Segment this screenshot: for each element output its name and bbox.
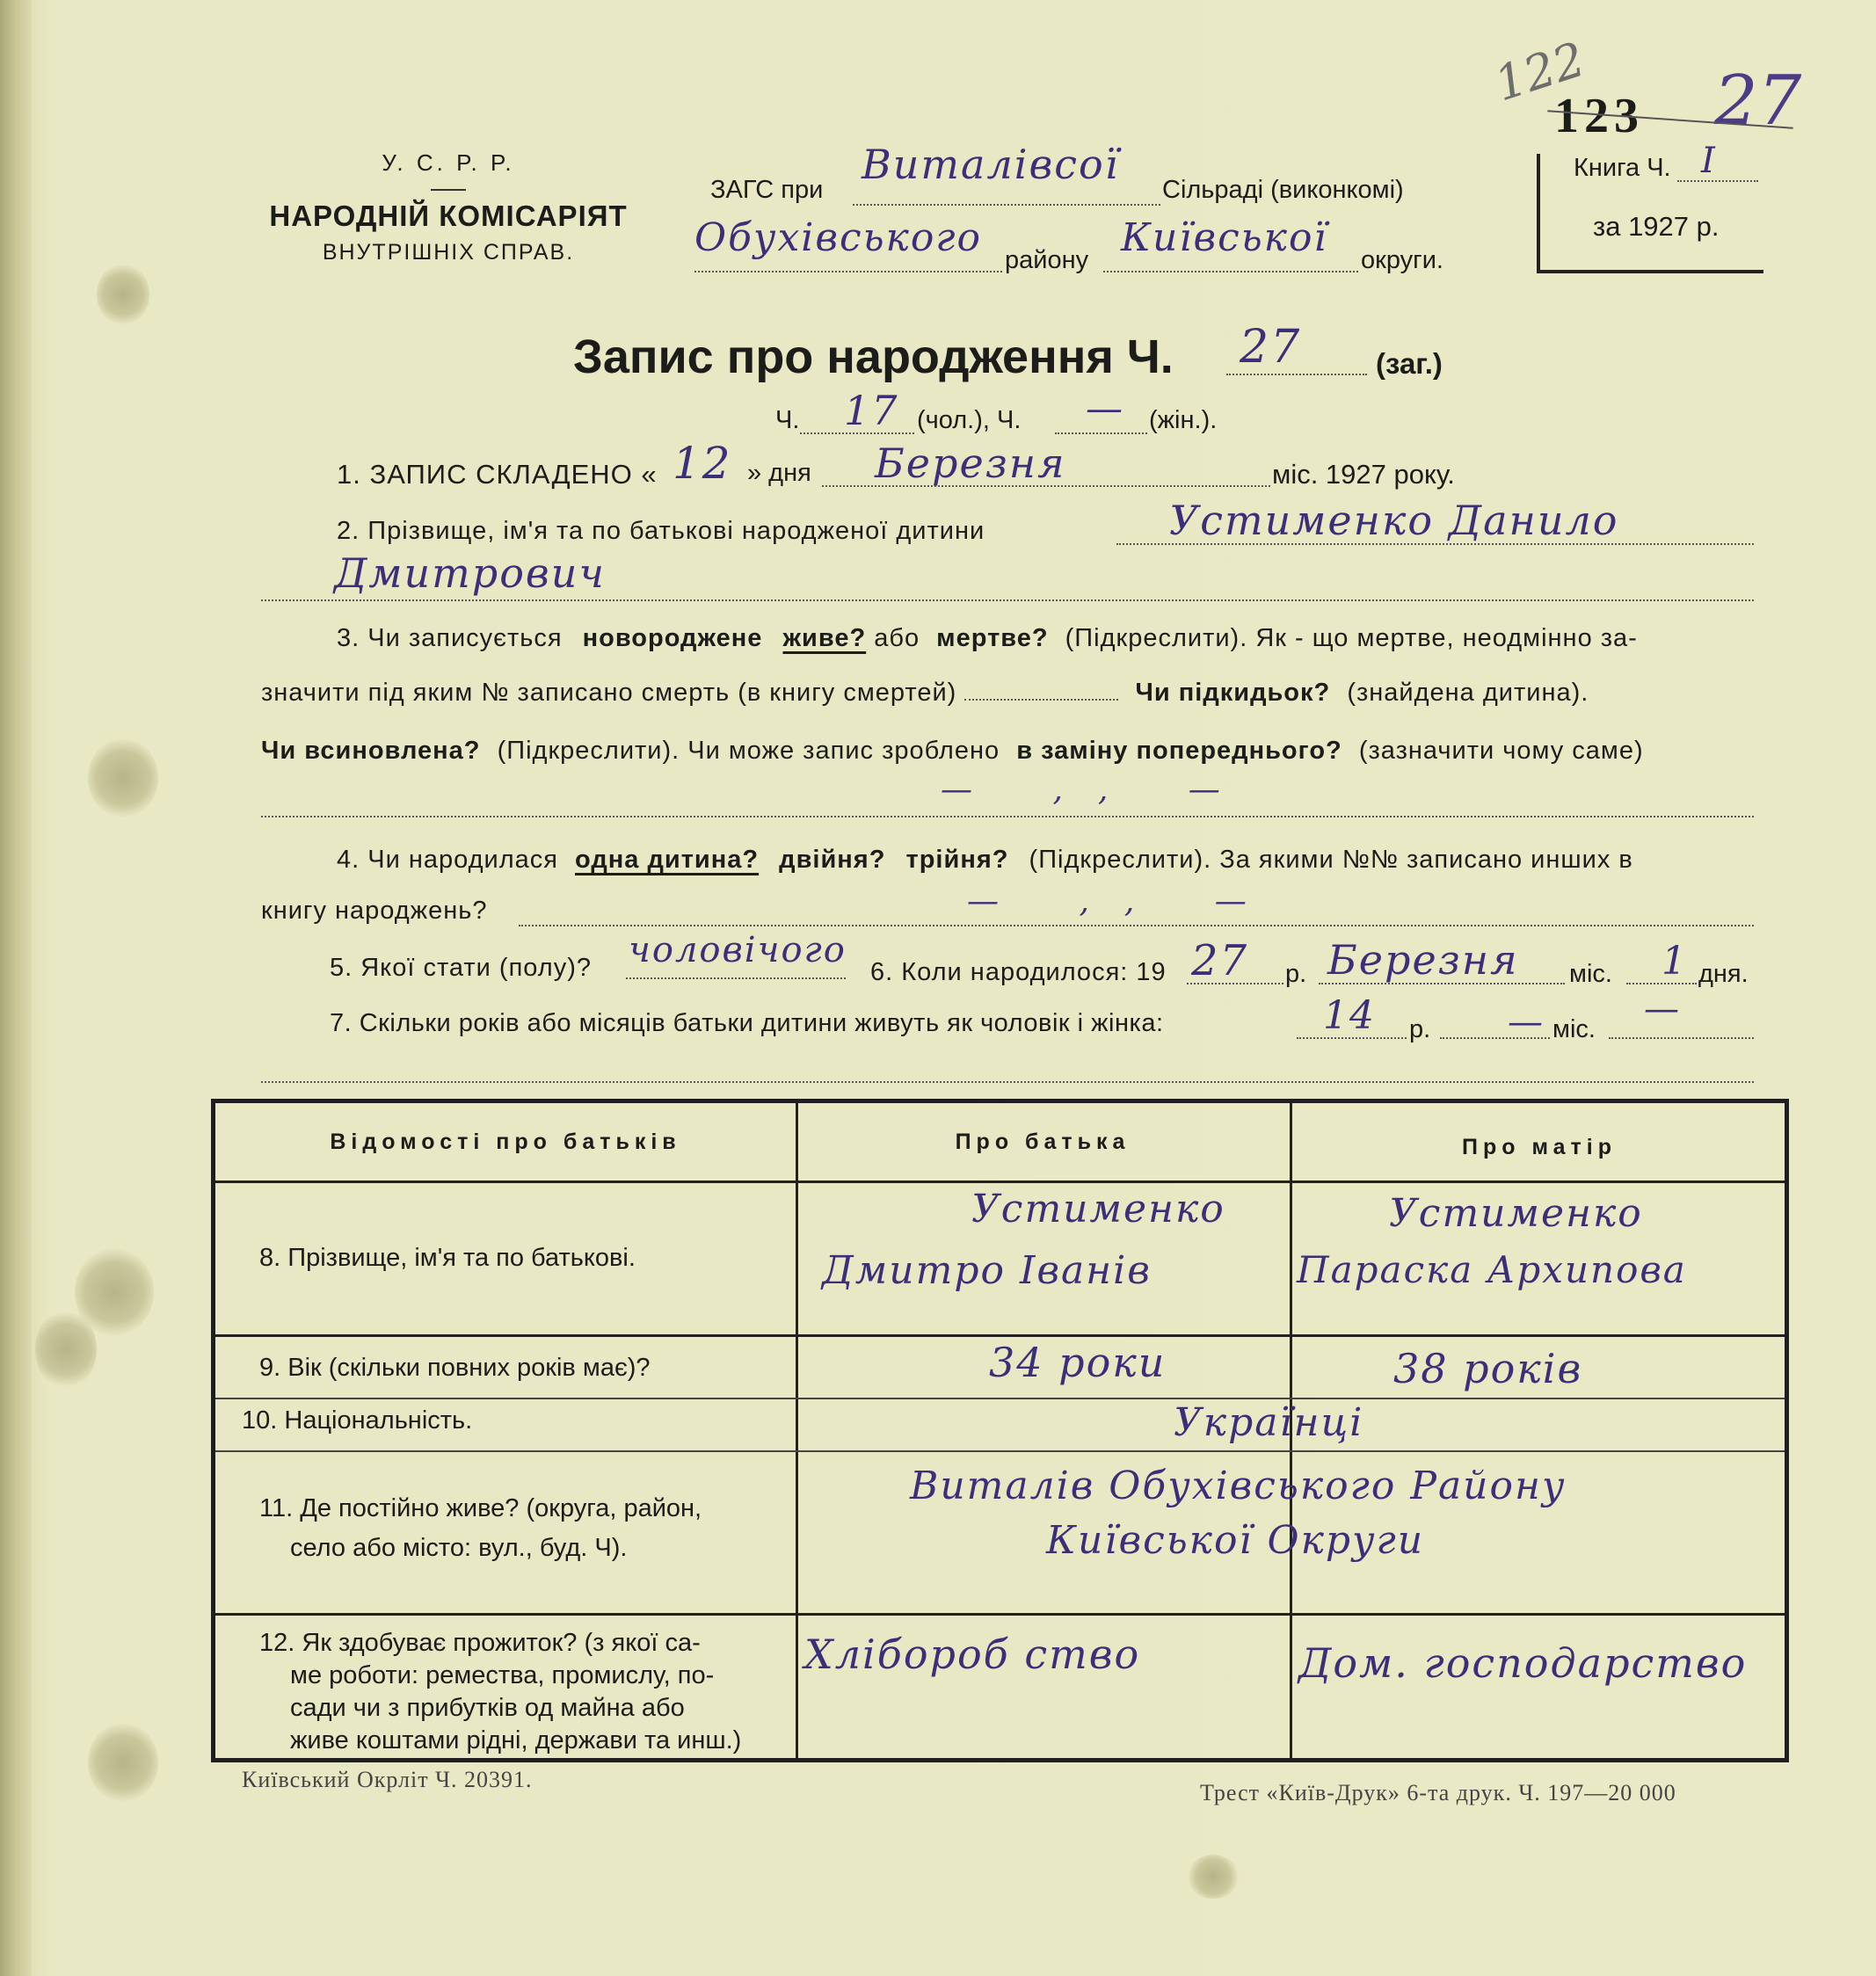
item3-replacement: в заміну попереднього? [1016,737,1342,765]
item3-b-rest: (знайдена дитина). [1347,679,1589,707]
row9-label: 9. Вік (скільки повних років має)? [259,1354,651,1382]
item4-dotline [519,925,1754,926]
male-label: (чол.), Ч. [917,406,1022,434]
divider [431,189,466,191]
record-title: Запис про народження Ч. [573,331,1174,383]
row-divider [215,1334,1785,1337]
item3-foundling: Чи підкидьок? [1135,679,1331,707]
pencil-note-left: 122 [1487,31,1592,113]
item7-end-dotline [1609,1037,1754,1039]
footer-left: Київський Окрліт Ч. 20391. [242,1767,533,1792]
zags-suffix: Сільраді (виконкомі) [1162,176,1404,204]
item6-dnia: дня. [1698,960,1749,988]
item6-day: 1 [1661,939,1688,984]
item2-value-a: Устименко Данило [1169,497,1619,544]
punch-hole-stain [1187,1855,1240,1899]
ministry-sub-label: ВНУТРІШНІХ СПРАВ. [322,240,575,265]
item3-adopted: Чи всиновлена? [261,737,481,765]
row8-mother-b: Параска Архипова [1297,1248,1687,1291]
female-value: — [1086,387,1124,430]
page-number: 123 [1554,89,1644,143]
district-dotline [694,271,1002,272]
item6-month-dotline [1319,983,1565,984]
row12-label-b: ме роботи: ремества, промислу, по- [290,1661,715,1689]
footer-right: Трест «Київ-Друк» 6-та друк. Ч. 197—20 000 [1200,1780,1676,1805]
item3-newborn: новороджене [582,624,763,652]
zags-dotline [853,204,1160,206]
okruga-label: округи. [1361,246,1443,274]
item1-dotline [822,485,1270,487]
item7-end: — [1644,989,1681,1029]
issuer-block [264,149,633,265]
republic-label: У. С. Р. Р. [382,149,515,176]
book-label: Книга Ч. [1574,154,1671,182]
punch-hole-stain [88,738,158,817]
male-prefix: Ч. [775,406,800,434]
item5-value: чоловічого [629,930,847,970]
item1-day: 12 [673,438,732,489]
male-value: 17 [844,387,899,434]
record-suffix: (заг.) [1376,347,1443,380]
item7-years: 14 [1323,993,1376,1038]
row8-mother-a: Устименко [1389,1191,1643,1236]
punch-hole-stain [97,264,149,325]
item3-d-value: — ,, — [941,772,1255,808]
punch-hole-stain [88,1723,158,1802]
item1-suffix: міс. 1927 року. [1272,459,1455,490]
zags-prefix: ЗАГС при [710,176,824,204]
row11-label-a: 11. Де постійно живе? (округа, район, [259,1494,702,1522]
row-divider [215,1398,1785,1399]
district-value: Обухівського [694,215,983,260]
item6-day-dotline [1626,983,1697,984]
item7-years-dotline [1297,1037,1407,1039]
header-mother: Про матір [1462,1135,1617,1159]
okruga-dotline [1103,271,1358,272]
item6-label: 6. Коли народилося: 19 [870,958,1167,986]
item3-live: живе? [782,624,867,652]
row11-label-b: село або місто: вул., буд. Ч). [290,1534,628,1562]
item2-dotline-b [261,599,1754,601]
item3-rest: (Підкреслити). Як - що мертве, неодмінно за- [1065,624,1638,652]
female-label: (жін.). [1149,406,1218,434]
item6-month: Березня [1327,936,1519,984]
item7-bottom-dotline [261,1081,1754,1083]
item5-label: 5. Якої стати (полу)? [330,954,592,982]
item3-line-c [261,737,1644,766]
district-label: району [1005,246,1089,274]
item6-year: 27 [1191,936,1249,985]
punch-hole-stain [35,1310,97,1389]
zags-value: Виталівсої [862,141,1120,188]
record-number-dotline [1226,374,1367,375]
binding-edge [0,0,32,1976]
item3-b-pre: значити під яким № записано смерть (в книгу смертей) [261,679,957,707]
item3-b-dots [964,699,1118,701]
item6-r: р. [1285,960,1307,988]
book-year: за 1927 р. [1593,211,1720,242]
row11-both-a: Виталів Обухівського Району [910,1464,1567,1508]
item3-pre: 3. Чи записується [337,624,563,652]
item4-b-value: — ,, — [967,883,1282,919]
pencil-note-right: 27 [1714,62,1802,141]
okruga-value: Київської [1121,215,1328,260]
row9-mother: 38 років [1393,1345,1583,1392]
row-divider [215,1181,1785,1183]
item1-month: Березня [875,440,1066,487]
row8-label: 8. Прізвище, ім'я та по батькові. [259,1244,636,1272]
row9-father: 34 роки [989,1339,1167,1386]
parents-table [211,1099,1789,1762]
item3-dotline [261,816,1754,817]
row-divider [215,1450,1785,1452]
item4-pre: 4. Чи народилася [337,846,558,874]
item3-line-a [337,624,1638,653]
header-info: Відомості про батьків [330,1130,681,1154]
header-father: Про батька [955,1130,1131,1154]
item7-mis: міс. [1552,1015,1596,1043]
item7-months-dash: — [1508,1002,1545,1042]
item7-months-dotline [1440,1037,1550,1039]
male-dotline [800,432,914,434]
item4-b: книгу народжень? [261,897,488,925]
item3-c-mid: (Підкреслити). Чи може запис зроблено [497,737,1000,765]
book-dotline [1677,180,1758,182]
item6-mis: міс. [1569,960,1612,988]
row8-father-b: Дмитро Іванів [822,1248,1152,1293]
row11-both-b: Київської Округи [1046,1518,1425,1563]
item7-label: 7. Скільки років або місяців батьки дитини живуть як чоловік і жінка: [330,1009,1164,1037]
row12-father: Хлібороб ство [804,1631,1141,1678]
item5-dotline [626,977,846,979]
item1-prefix: 1. ЗАПИС СКЛАДЕНО « [337,459,658,490]
row-divider [215,1613,1785,1616]
item2-label: 2. Прізвище, ім'я та по батькові народженої дитини [337,517,985,545]
item7-r: р. [1409,1015,1431,1043]
row12-label-c: сади чи з прибутків од майна або [290,1694,685,1722]
col-divider [796,1103,798,1758]
female-dotline [1055,432,1147,434]
item2-dotline-a [1116,543,1754,545]
item4-rest: (Підкреслити). За якими №№ записано инших в [1029,846,1633,874]
row12-label-d: живе коштами рідні, держави та инш.) [290,1726,742,1754]
book-value: I [1701,141,1717,181]
row12-mother: Дом. господарство [1298,1639,1748,1687]
ministry-label: НАРОДНІЙ КОМІСАРІЯТ [269,200,628,232]
item3-c-rest: (зазначити чому саме) [1358,737,1644,765]
item3-dead: мертве? [936,624,1049,652]
row12-label-a: 12. Як здобуває прожиток? (з якої са- [259,1629,701,1657]
item4-twins: двійня? [779,846,886,874]
row10-both: Українці [1174,1400,1364,1445]
item4-one: одна дитина? [575,846,760,874]
record-number: 27 [1240,321,1302,374]
item2-value-b: Дмитрович [334,549,606,597]
row10-label: 10. Національність. [242,1406,473,1435]
item1-mid: » дня [747,459,811,487]
item4-triplets: трійня? [905,846,1009,874]
item3-line-b [261,679,1589,708]
item6-year-dotline [1187,983,1283,984]
row8-father-a: Устименко [971,1187,1225,1231]
item4-line-a [337,846,1633,875]
item3-or: або [874,624,920,652]
